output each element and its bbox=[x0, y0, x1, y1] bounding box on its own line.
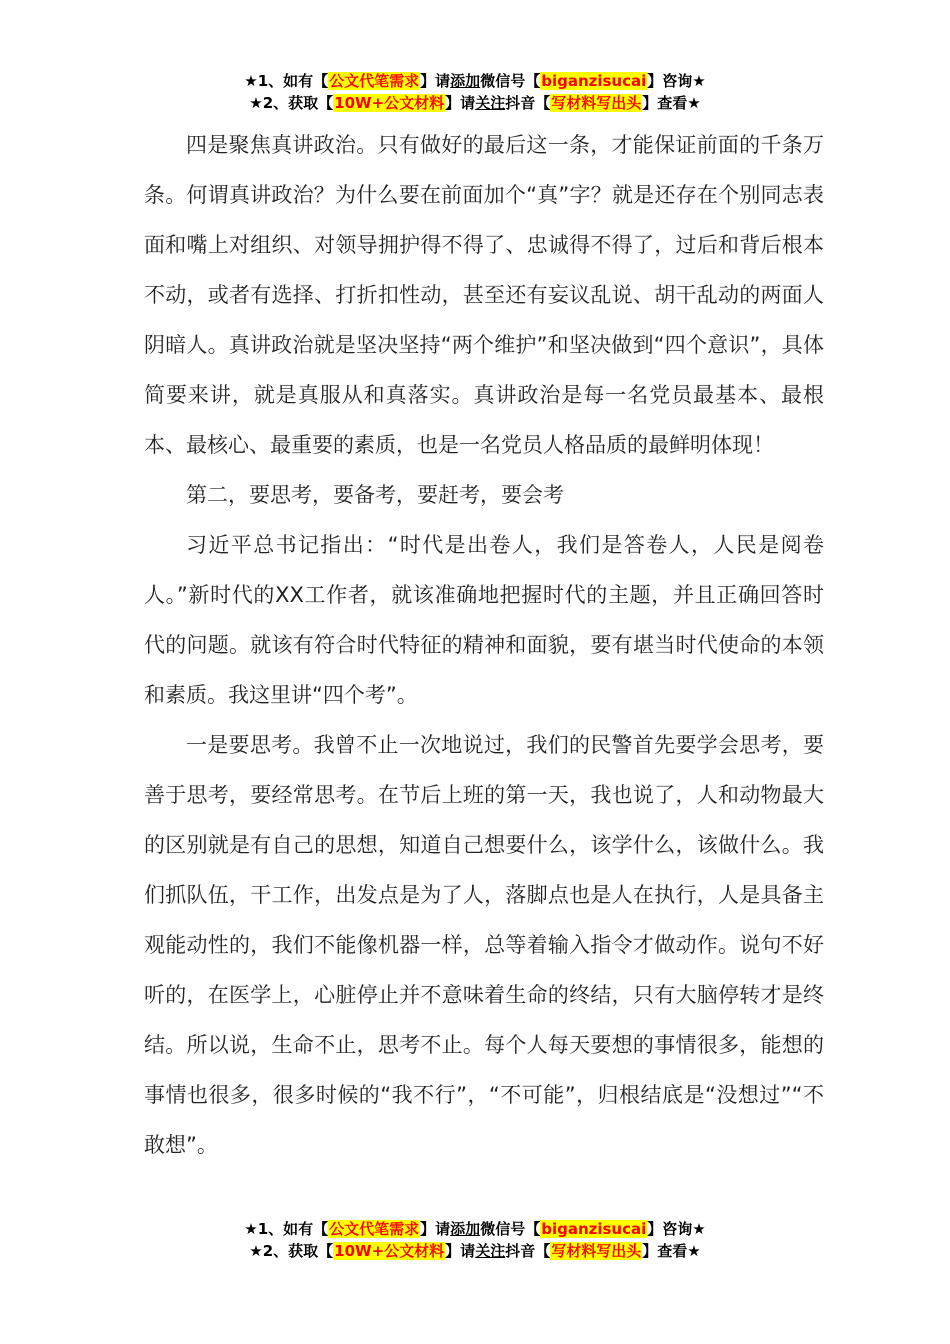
ad-text: 】咨询 bbox=[647, 72, 693, 90]
ad-text: 1、如有【 bbox=[257, 72, 329, 90]
ad-underlined-text: 关注 bbox=[475, 1242, 506, 1260]
section-heading: 第二，要思考，要备考，要赶考，要会考 bbox=[186, 483, 564, 507]
star-icon: ★ bbox=[244, 1220, 258, 1238]
ad-text: 1、如有【 bbox=[257, 1220, 329, 1238]
ad-text: 】请 bbox=[445, 1242, 476, 1260]
ad-text: 】请 bbox=[445, 94, 476, 112]
ad-text: 2、获取【 bbox=[262, 94, 334, 112]
ad-text: 】咨询 bbox=[647, 1220, 693, 1238]
ad-wechat-id: biganzisucai bbox=[541, 1220, 647, 1238]
ad-text: 微信号【 bbox=[480, 1220, 541, 1238]
ad-highlight: 公文代笔需求 bbox=[329, 1220, 420, 1238]
star-icon: ★ bbox=[692, 1220, 706, 1238]
star-icon: ★ bbox=[249, 94, 263, 112]
paragraph: 一是要思考。我曾不止一次地说过，我们的民警首先要学会思考，要善于思考，要经常思考。在节后上班的第一天，我也说了，人和动物最大的区别就是有自己的思想，知道自己想要什么，该学什么，该做什么。我们抓队伍，干工作，出发点是为了人，落脚点也是人在执行，人是具备主观能动性的，我们不能像机器一样，总等着输入指令才做动作。说句不好听的，在医学上，心脏停止并不意味着生命的终结，只有大脑停转才是终结。所以说，生命不止，思考不止。每个人每天要想的事情很多，能想的事情也很多，很多时候的“我不行”，“不可能”，归根结底是“没想过”“不敢想”。 bbox=[144, 733, 824, 1157]
ad-line-1 bbox=[0, 1218, 950, 1240]
star-icon: ★ bbox=[244, 72, 258, 90]
ad-line-1 bbox=[0, 70, 950, 92]
ad-underlined-text: 添加 bbox=[450, 72, 481, 90]
document-body bbox=[144, 120, 824, 1170]
ad-line-2 bbox=[0, 92, 950, 114]
ad-text: 】请 bbox=[420, 1220, 451, 1238]
ad-text: 】查看 bbox=[642, 94, 688, 112]
ad-text: 】请 bbox=[420, 72, 451, 90]
paragraph: 四是聚焦真讲政治。只有做好的最后这一条，才能保证前面的千条万条。何谓真讲政治？为什么要在前面加个“真”字？就是还存在个别同志表面和嘴上对组织、对领导拥护得不得了、忠诚得不得了，过后和背后根本不动，或者有选择、打折扣性动，甚至还有妄议乱说、胡干乱动的两面人阴暗人。真讲政治就是坚决坚持“两个维护”和坚决做到“四个意识”，具体简要来讲，就是真服从和真落实。真讲政治是每一名党员最基本、最根本、最核心、最重要的素质，也是一名党员人格品质的最鲜明体现！ bbox=[144, 133, 824, 457]
star-icon: ★ bbox=[692, 72, 706, 90]
ad-text: 微信号【 bbox=[480, 72, 541, 90]
star-icon: ★ bbox=[687, 1242, 701, 1260]
ad-banner-top bbox=[0, 70, 950, 114]
ad-line-2 bbox=[0, 1240, 950, 1262]
ad-underlined-text: 添加 bbox=[450, 1220, 481, 1238]
ad-wechat-id: biganzisucai bbox=[541, 72, 647, 90]
star-icon: ★ bbox=[687, 94, 701, 112]
ad-highlight: 公文代笔需求 bbox=[329, 72, 420, 90]
ad-highlight: 10W+公文材料 bbox=[334, 1242, 445, 1260]
ad-douyin-id: 写材料写出头 bbox=[551, 94, 642, 112]
ad-banner-bottom bbox=[0, 1218, 950, 1262]
ad-underlined-text: 关注 bbox=[475, 94, 506, 112]
paragraph: 习近平总书记指出：“时代是出卷人，我们是答卷人，人民是阅卷人。”新时代的XX工作者，就该准确地把握时代的主题，并且正确回答时代的问题。就该有符合时代特征的精神和面貌，要有堪当时代使命的本领和素质。我这里讲“四个考”。 bbox=[144, 533, 824, 707]
ad-highlight: 10W+公文材料 bbox=[334, 94, 445, 112]
ad-douyin-id: 写材料写出头 bbox=[551, 1242, 642, 1260]
ad-text: 抖音【 bbox=[505, 94, 551, 112]
ad-text: 2、获取【 bbox=[262, 1242, 334, 1260]
ad-text: 抖音【 bbox=[505, 1242, 551, 1260]
star-icon: ★ bbox=[249, 1242, 263, 1260]
ad-text: 】查看 bbox=[642, 1242, 688, 1260]
